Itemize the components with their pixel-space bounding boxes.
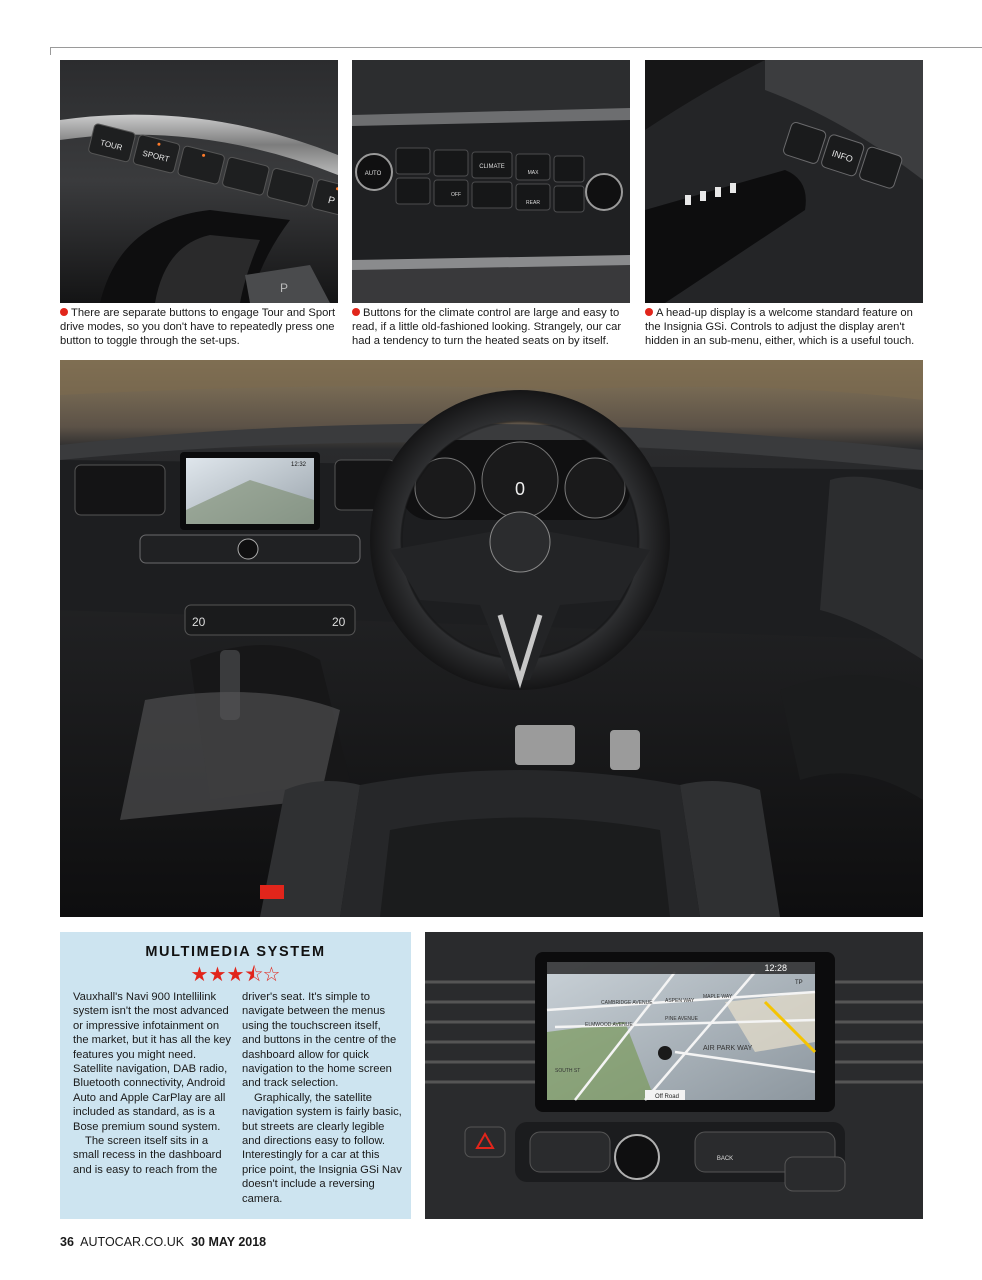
- caption-climate: [352, 306, 634, 349]
- paragraph: The screen itself sits in a small recess in the dashboard and is easy to reach from the: [73, 1135, 222, 1176]
- tour-button-label: TOUR: [99, 138, 124, 153]
- climate-button-label: CLIMATE: [479, 164, 505, 170]
- rear-button-label: REAR: [526, 200, 540, 206]
- street-label: PINE AVENUE: [665, 1016, 698, 1022]
- photo-climate-control: [352, 60, 630, 303]
- street-label: SOUTH ST: [555, 1068, 581, 1074]
- caption-text: Buttons for the climate control are large and easy to read, if a little old-fashioned looking. Strangely, our car had a tendency to turn the heated seats on by itself.: [352, 307, 622, 348]
- half-star-icon: ⯪: [244, 964, 264, 986]
- temp-left: 20: [192, 615, 206, 629]
- paragraph: driver's seat. It's simple to navigate between the menus using the touchscreen itself, and buttons in the centre of the dashboard allow for quick navigation to the home screen and track selection.: [242, 991, 397, 1090]
- off-button-label: OFF: [451, 192, 461, 198]
- star-icon: ★: [190, 964, 209, 986]
- main-screen-time: 12:32: [290, 462, 306, 468]
- caption-bullet: [352, 308, 360, 316]
- photo-drive-mode-buttons: [60, 60, 338, 303]
- star-rating: [60, 960, 411, 994]
- top-rule-tick: [50, 47, 51, 55]
- photo-hud-controls: [645, 60, 923, 303]
- body-column-2: [242, 990, 402, 1206]
- paragraph: Vauxhall's Navi 900 Intellilink system isn't the most advanced or impressive infotainment on the market, but it has all the key features you might need. Satellite navigation, DAB radio, Bluetooth connectivity, Android Auto and Apple CarPlay are all included as standard, as is a Bose premium sound system.: [73, 991, 231, 1133]
- street-label: MAPLE WAY: [703, 994, 733, 1000]
- caption-hud: [645, 306, 927, 349]
- street-label: AIR PARK WAY: [703, 1045, 753, 1052]
- multimedia-rating-box: [60, 932, 411, 1219]
- photo-sat-nav-screen: [425, 932, 923, 1219]
- caption-text: There are separate buttons to engage Tour and Sport drive modes, so you don't have to repeatedly press one button to toggle through the set-ups.: [60, 307, 336, 348]
- street-label: ASPEN WAY: [665, 998, 695, 1004]
- park-button-label: P: [326, 194, 336, 208]
- auto-button-label: AUTO: [364, 171, 382, 177]
- sport-button-label: SPORT: [141, 148, 171, 165]
- body-column-1: [73, 990, 233, 1177]
- page-number: 36: [60, 1235, 74, 1249]
- photo-interior-cabin: [60, 360, 923, 917]
- empty-star-icon: ☆: [262, 964, 281, 986]
- caption-bullet: [645, 308, 653, 316]
- caption-bullet: [60, 308, 68, 316]
- caption-text: A head-up display is a welcome standard feature on the Insignia GSi. Controls to adjust the display aren't hidden in an sub-menu, either, which is a useful touch.: [645, 307, 915, 348]
- street-label: CAMBRIDGE AVENUE: [601, 1000, 653, 1006]
- top-rule: [50, 47, 982, 48]
- paragraph: Graphically, the satellite navigation system is fairly basic, but streets are clearly legible and directions easy to follow. Interestingly for a car at this price point, the Insignia GSi Nav doesn't include a reversing camera.: [242, 1091, 402, 1205]
- box-title: MULTIMEDIA SYSTEM: [145, 944, 326, 960]
- street-label: ELMWOOD AVENUE: [585, 1022, 633, 1028]
- off-road-label: Off Road: [655, 1094, 679, 1100]
- back-button-label: BACK: [716, 1156, 734, 1162]
- sat-nav-tp: TP: [795, 980, 803, 986]
- max-button-label: MAX: [527, 170, 539, 176]
- star-icon: ★: [226, 964, 245, 986]
- site-name: AUTOCAR.CO.UK: [80, 1235, 185, 1249]
- issue-date: 30 MAY 2018: [191, 1235, 267, 1249]
- temp-right: 20: [332, 615, 346, 629]
- info-button-label: INFO: [830, 148, 855, 165]
- star-icon: ★: [208, 964, 227, 986]
- svg-text:P: P: [280, 281, 289, 295]
- page-footer: [60, 1235, 266, 1249]
- sat-nav-time: 12:28: [764, 963, 787, 973]
- caption-drive-modes: [60, 306, 342, 349]
